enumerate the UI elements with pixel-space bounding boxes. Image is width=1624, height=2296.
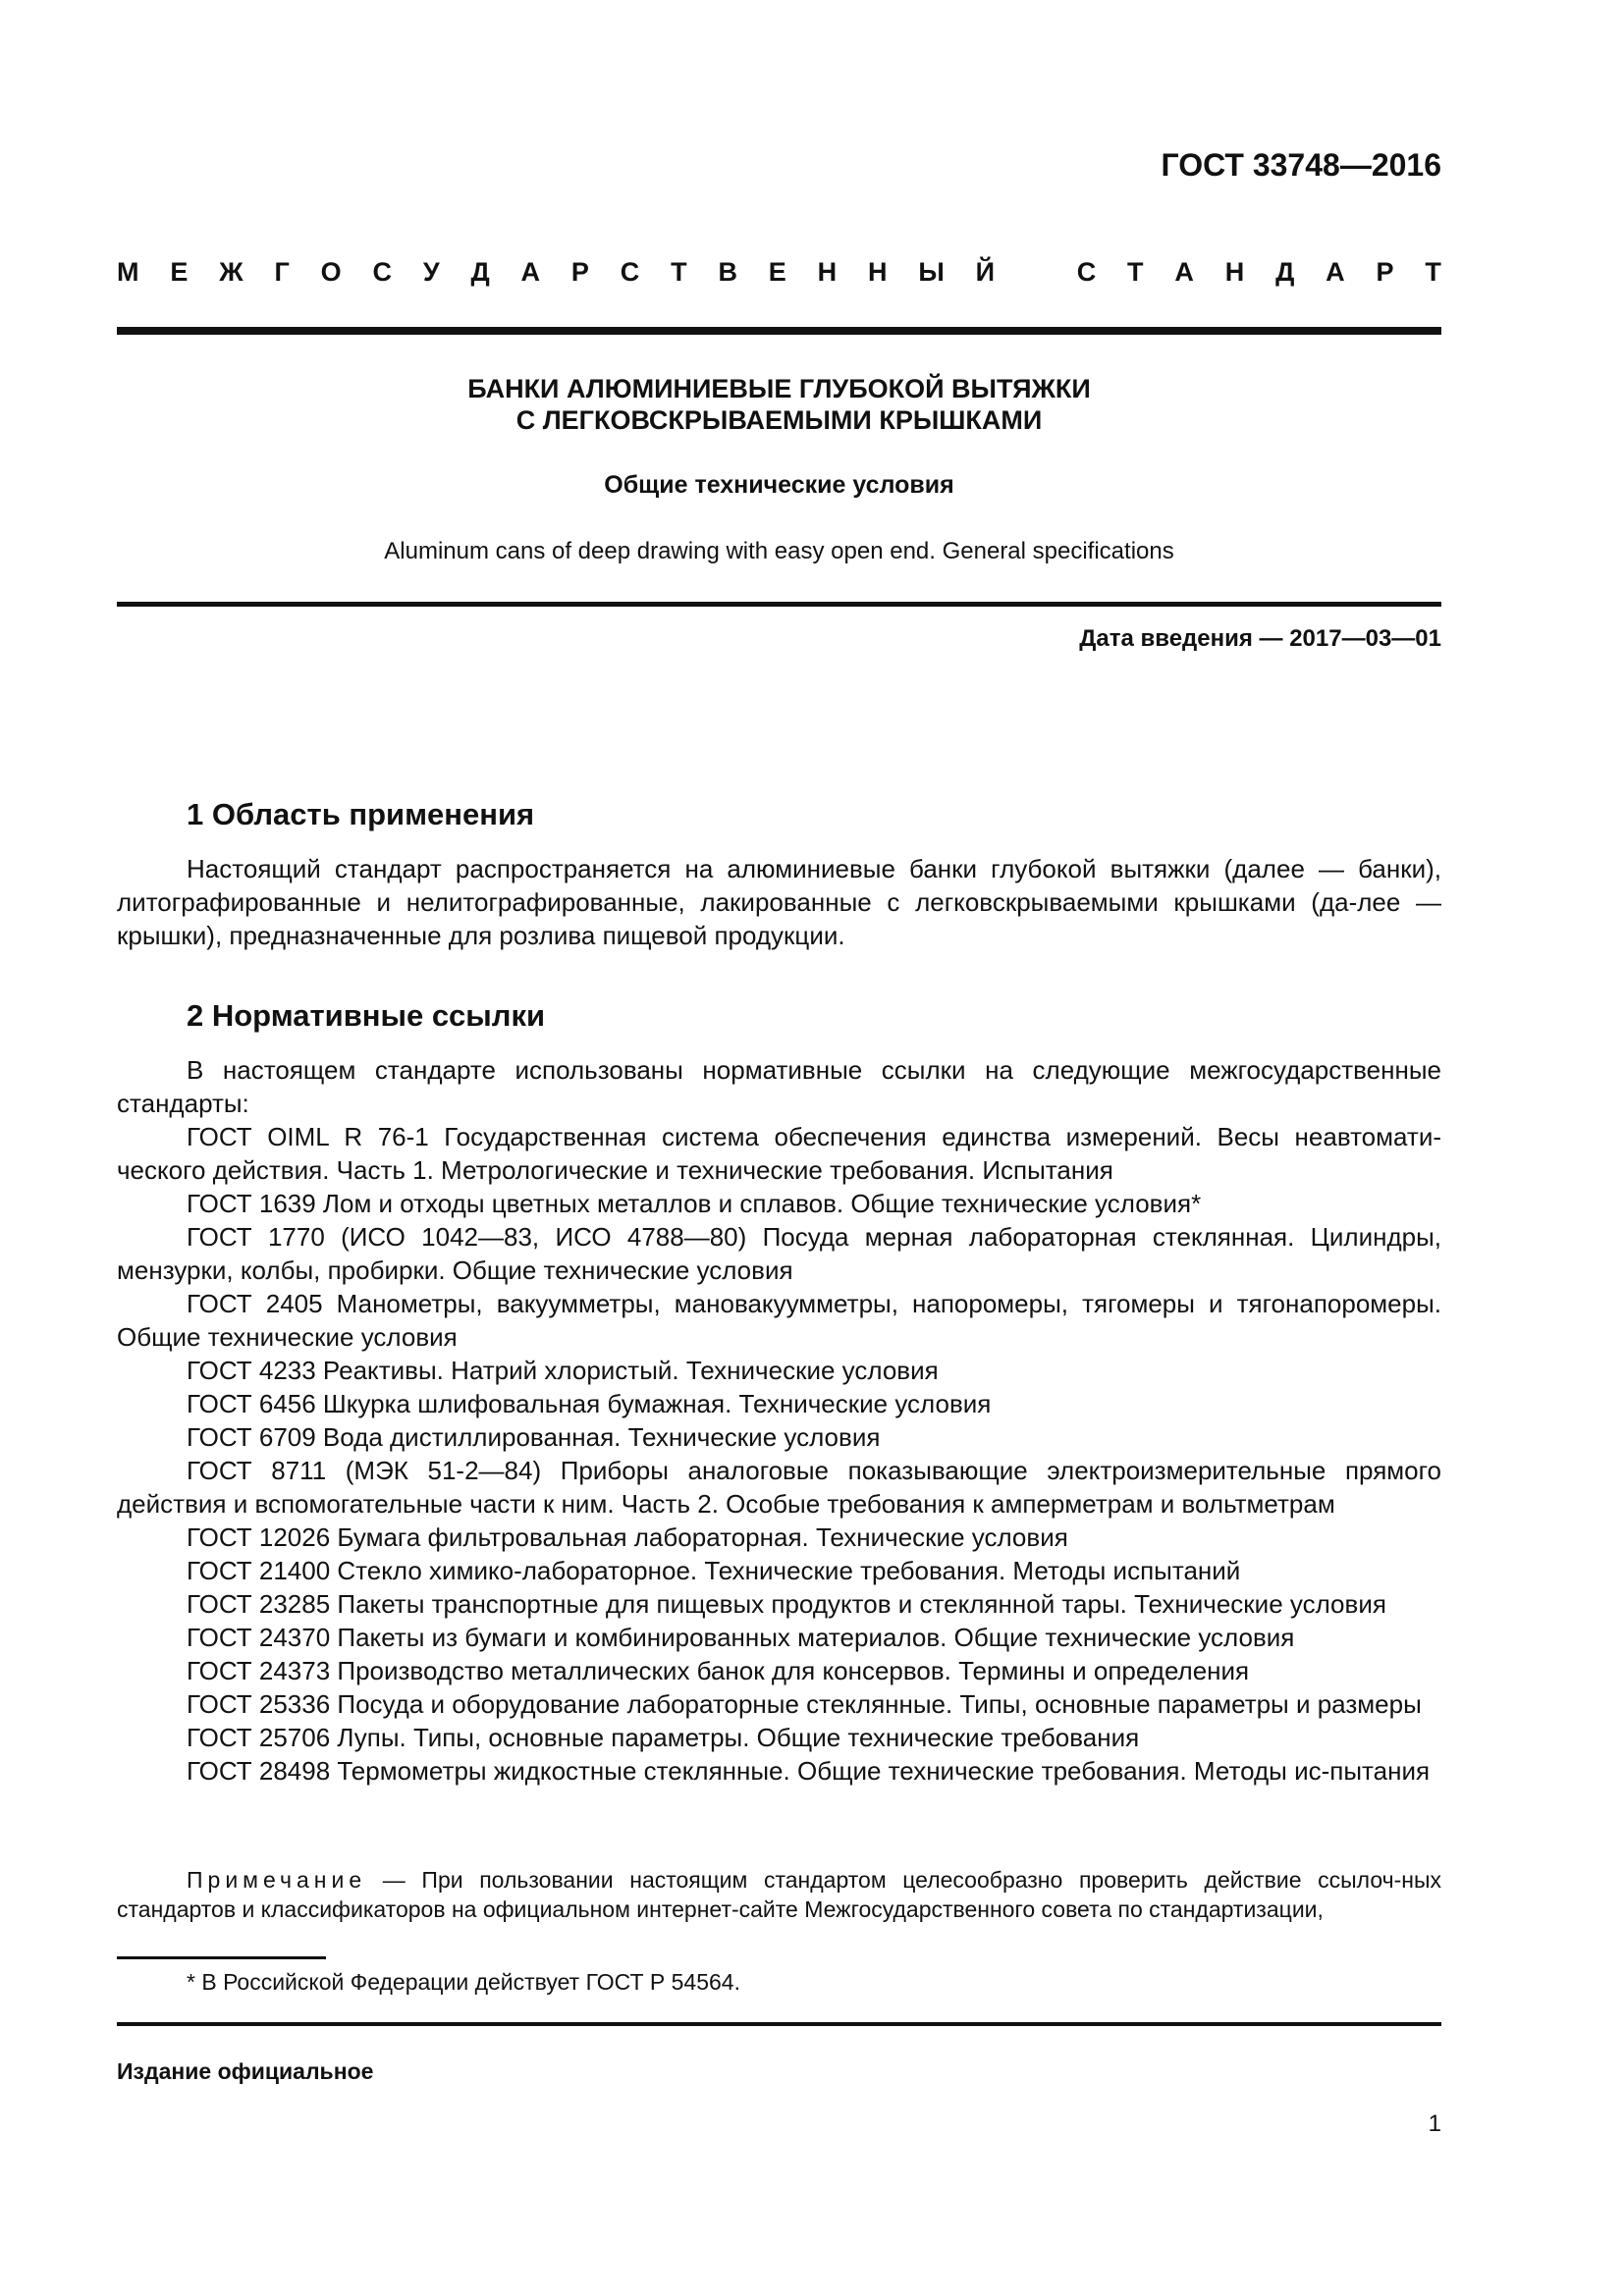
interstate-standard-heading [117,257,1441,288]
interstate-letter: О [320,257,342,287]
interstate-letter: Н [817,257,838,287]
interstate-letter: Е [768,257,786,287]
top-rule [117,327,1441,335]
interstate-letter: Г [274,257,290,287]
bottom-rule [117,2022,1441,2026]
reference-item: ГОСТ 24373 Производство металлических банок для консервов. Термины и определения [187,1656,1250,1685]
interstate-letter: С [372,257,392,287]
reference-item: ГОСТ 2405 Манометры, вакуумметры, мановакуумметры, напоромеры, тягомеры и тягонапоромеры. Общие технические условия [117,1289,1441,1352]
document-subtitle: Общие технические условия [604,471,954,499]
reference-item: ГОСТ 23285 Пакеты транспортные для пищевых продуктов и стеклянной тары. Технические условия [187,1589,1386,1619]
reference-list [117,1120,1441,1788]
section-2-body [117,1053,1441,1788]
edition-label: Издание официальное [117,2058,374,2084]
interstate-letter: Т [1127,257,1144,287]
title-rule [117,602,1441,607]
reference-item: ГОСТ OIML R 76-1 Государственная система обеспечения единства измерений. Весы неавтомати-ческого действия. Часть 1. Метрологические и технические требования. Испытания [117,1122,1441,1185]
reference-item: ГОСТ 25336 Посуда и оборудование лабораторные стеклянные. Типы, основные параметры и размеры [187,1689,1422,1719]
interstate-letter: Т [1425,257,1441,287]
interstate-letter: Н [867,257,888,287]
reference-item: ГОСТ 28498 Термометры жидкостные стеклянные. Общие технические требования. Методы ис-пытания [187,1756,1431,1786]
interstate-letter: Р [570,257,589,287]
reference-item: ГОСТ 6456 Шкурка шлифовальная бумажная. Технические условия [187,1389,992,1418]
section-1-body [117,852,1441,952]
title-line-1: БАНКИ АЛЮМИНИЕВЫЕ ГЛУБОКОЙ ВЫТЯЖКИ [467,374,1091,403]
reference-item: ГОСТ 24370 Пакеты из бумаги и комбинированных материалов. Общие технические условия [187,1623,1295,1652]
title-line-2: С ЛЕГКОВСКРЫВАЕМЫМИ КРЫШКАМИ [515,405,1043,435]
interstate-letter: М [117,257,139,287]
interstate-letter: А [520,257,541,287]
note-text: — При пользовании настоящим стандартом целесообразно проверить действие ссылоч-ных стандартов и классификаторов на официальном интернет-сайте Межгосударственного совета по стандартизации, [117,1867,1441,1922]
interstate-letter: В [718,257,737,287]
document-title [117,373,1441,436]
note-label: Примечание [187,1867,367,1893]
reference-item: ГОСТ 12026 Бумага фильтровальная лабораторная. Технические условия [187,1522,1068,1552]
footnote-separator [117,1956,326,1959]
interstate-letter: Д [470,257,490,287]
interstate-letter: Ы [918,257,945,287]
section-2-heading: 2 Нормативные ссылки [187,998,546,1033]
interstate-letter: А [1326,257,1345,287]
interstate-letter: Н [1224,257,1245,287]
interstate-letter: У [422,257,440,287]
page-number: 1 [1428,2110,1441,2137]
section-1-heading: 1 Область применения [187,797,535,831]
interstate-letter: А [1174,257,1194,287]
interstate-letter [1026,257,1046,288]
interstate-letter: Ж [219,257,244,287]
reference-item: ГОСТ 8711 (МЭК 51-2—84) Приборы аналоговые показывающие электроизмерительные прямого действия и вспомогательные части к ним. Часть 2. Особые требования к амперметрам и вольтметрам [117,1456,1441,1519]
reference-item: ГОСТ 21400 Стекло химико-лабораторное. Технические требования. Методы испытаний [187,1556,1241,1585]
interstate-letter: С [1076,257,1097,287]
english-title: Aluminum cans of deep drawing with easy open end. General specifications [384,538,1174,564]
interstate-letter: Д [1275,257,1295,287]
reference-item: ГОСТ 1639 Лом и отходы цветных металлов и сплавов. Общие технические условия* [187,1189,1202,1218]
reference-item: ГОСТ 4233 Реактивы. Натрий хлористый. Технические условия [187,1356,939,1385]
section-1-text: Настоящий стандарт распространяется на алюминиевые банки глубокой вытяжки (далее — банки), литографированные и нелитографированные, лакированные с легковскрываемыми крышками (да-лее — крышки), предназначенные для розлива пищевой продукции. [117,854,1441,950]
reference-item: ГОСТ 6709 Вода дистиллированная. Технические условия [187,1422,881,1452]
introduction-date: Дата введения — 2017—03—01 [1079,625,1441,652]
reference-item: ГОСТ 1770 (ИСО 1042—83, ИСО 4788—80) Посуда мерная лабораторная стеклянная. Цилиндры, мензурки, колбы, пробирки. Общие технические условия [117,1222,1441,1285]
interstate-letter: С [620,257,640,287]
interstate-letter: Р [1376,257,1394,287]
standard-code: ГОСТ 33748—2016 [1161,147,1441,183]
reference-item: ГОСТ 25706 Лупы. Типы, основные параметры. Общие технические требования [187,1723,1140,1752]
footnote: * В Российской Федерации действует ГОСТ Р 54564. [187,1969,740,1995]
interstate-letter: Й [975,257,996,287]
interstate-letter: Е [170,257,189,287]
section-2-intro: В настоящем стандарте использованы нормативные ссылки на следующие межгосударственные стандарты: [117,1055,1441,1118]
interstate-letter: Т [671,257,687,287]
note [117,1865,1441,1924]
